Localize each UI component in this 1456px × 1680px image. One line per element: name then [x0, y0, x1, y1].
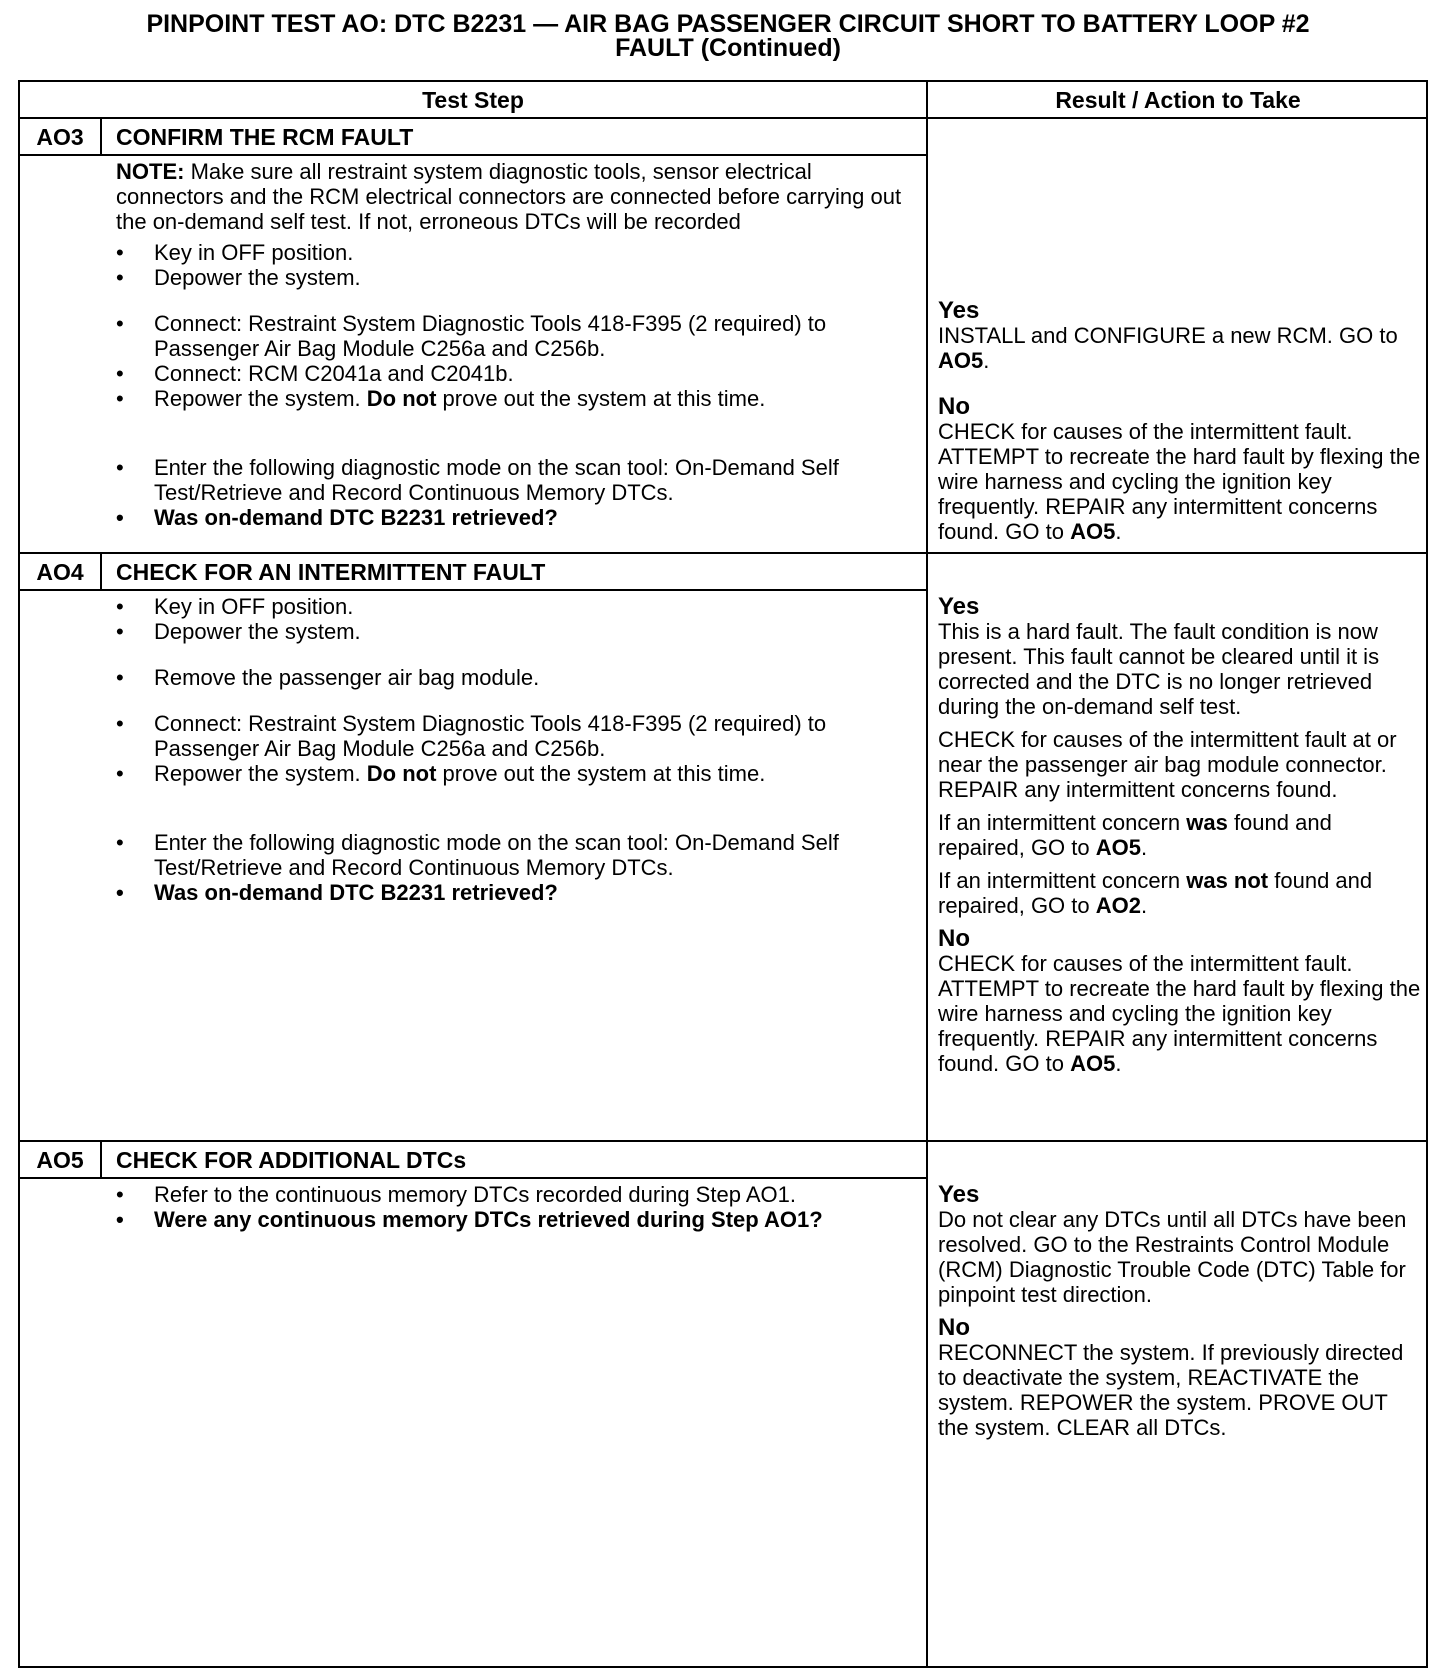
step-ao4-body — [116, 594, 916, 905]
step-ao4-question: • Was on-demand DTC B2231 retrieved? — [116, 880, 916, 905]
pinpoint-test-table — [18, 80, 1428, 1668]
header-test-step: Test Step — [422, 87, 524, 113]
step-ao4-bullet-6: • Enter the following diagnostic mode on the scan tool: On-Demand Self Test/Retrieve and Record Continuous Memory DTCs. — [116, 830, 916, 880]
step-ao3-body — [116, 159, 916, 530]
ao4-no-label: No — [938, 925, 970, 952]
step-ao5-question: • Were any continuous memory DTCs retrieved during Step AO1? — [116, 1207, 916, 1232]
step-ao3-bullet-5: • Repower the system. Do not prove out the system at this time. — [116, 386, 916, 411]
note-text: Make sure all restraint system diagnostic tools, sensor electrical connectors and the RCM electrical connectors are connected before carrying out the on-demand self test. If not, erroneous DTCs will be recorded — [116, 159, 902, 234]
ao4-yes-p1: This is a hard fault. The fault condition is now present. This fault cannot be cleared until it is corrected and the DTC is no longer retrieved during the on-demand self test. — [938, 619, 1380, 719]
step-ao3-bullet-6: • Enter the following diagnostic mode on the scan tool: On-Demand Self Test/Retrieve and Record Continuous Memory DTCs. — [116, 455, 916, 505]
step-ao3-question: • Was on-demand DTC B2231 retrieved? — [116, 505, 916, 530]
ao5-no-label: No — [938, 1314, 970, 1341]
ao3-yes-label: Yes — [938, 297, 980, 324]
page-title-line1: PINPOINT TEST AO: DTC B2231 — AIR BAG PASSENGER CIRCUIT SHORT TO BATTERY LOOP #2 — [146, 10, 1310, 38]
step-ao5-title-divider — [20, 1177, 926, 1179]
ao3-yes-action: INSTALL and CONFIGURE a new RCM. GO to AO5. — [938, 323, 1398, 373]
step-ao4-title-divider — [20, 589, 926, 591]
step-ao3-id: AO3 — [20, 119, 102, 155]
step-ao3-result — [938, 298, 1423, 544]
ao4-yes-p4: If an intermittent concern was not found and repaired, GO to AO2. — [938, 868, 1373, 918]
note-label: NOTE: — [116, 159, 185, 184]
step-ao5-id: AO5 — [20, 1142, 102, 1178]
step-ao3-bullet-1: • Key in OFF position. — [116, 240, 916, 265]
step-ao4-bullet-5: • Repower the system. Do not prove out the system at this time. — [116, 761, 916, 786]
step-ao5-title: CHECK FOR ADDITIONAL DTCs — [116, 1147, 467, 1173]
step-ao4-bullet-2: • Depower the system. — [116, 619, 916, 644]
step-ao5-result — [938, 1182, 1423, 1440]
ao5-yes-action: Do not clear any DTCs until all DTCs have been resolved. GO to the Restraints Control Module (RCM) Diagnostic Trouble Code (DTC) Table for pinpoint test direction. — [938, 1207, 1407, 1307]
ao4-yes-p3: If an intermittent concern was found and repaired, GO to AO5. — [938, 810, 1332, 860]
step-ao5-bullet-1: • Refer to the continuous memory DTCs recorded during Step AO1. — [116, 1182, 916, 1207]
step-ao4-bullet-3: • Remove the passenger air bag module. — [116, 665, 916, 690]
step-ao3-bullet-2: • Depower the system. — [116, 265, 916, 290]
step-ao4-header — [20, 554, 926, 590]
step-ao3-bullet-4: • Connect: RCM C2041a and C2041b. — [116, 361, 916, 386]
ao4-no-action: CHECK for causes of the intermittent fault. ATTEMPT to recreate the hard fault by flexing the wire harness and cycling the ignition key frequently. REPAIR any intermittent concerns found. GO to AO5. — [938, 951, 1421, 1076]
step-ao3-title: CONFIRM THE RCM FAULT — [116, 124, 414, 150]
step-ao3-header — [20, 119, 926, 155]
step-ao4-result — [938, 594, 1423, 1076]
page-title — [0, 12, 1456, 60]
step-ao5-body — [116, 1182, 916, 1232]
ao4-yes-label: Yes — [938, 593, 980, 620]
ao3-no-action: CHECK for causes of the intermittent fault. ATTEMPT to recreate the hard fault by flexing the wire harness and cycling the ignition key frequently. REPAIR any intermittent concerns found. GO to AO5. — [938, 419, 1421, 544]
ao5-no-action: RECONNECT the system. If previously directed to deactivate the system, REACTIVATE the system. REPOWER the system. PROVE OUT the system. CLEAR all DTCs. — [938, 1340, 1404, 1440]
step-ao4-id: AO4 — [20, 554, 102, 590]
ao3-no-label: No — [938, 393, 970, 420]
header-result: Result / Action to Take — [1055, 87, 1301, 113]
step-ao4-title: CHECK FOR AN INTERMITTENT FAULT — [116, 559, 546, 585]
step-ao5-header — [20, 1142, 926, 1178]
step-ao4-bullet-4: • Connect: Restraint System Diagnostic Tools 418-F395 (2 required) to Passenger Air Bag Module C256a and C256b. — [116, 711, 916, 761]
page-title-line2: FAULT (Continued) — [615, 34, 841, 62]
ao5-yes-label: Yes — [938, 1181, 980, 1208]
ao4-yes-p2: CHECK for causes of the intermittent fault at or near the passenger air bag module connector. REPAIR any intermittent concerns found. — [938, 727, 1397, 802]
step-ao3-bullet-3: • Connect: Restraint System Diagnostic Tools 418-F395 (2 required) to Passenger Air Bag Module C256a and C256b. — [116, 311, 916, 361]
step-ao3-note — [116, 159, 916, 234]
column-divider — [926, 82, 928, 1666]
step-ao4-bullet-1: • Key in OFF position. — [116, 594, 916, 619]
step-ao3-title-divider — [20, 154, 926, 156]
